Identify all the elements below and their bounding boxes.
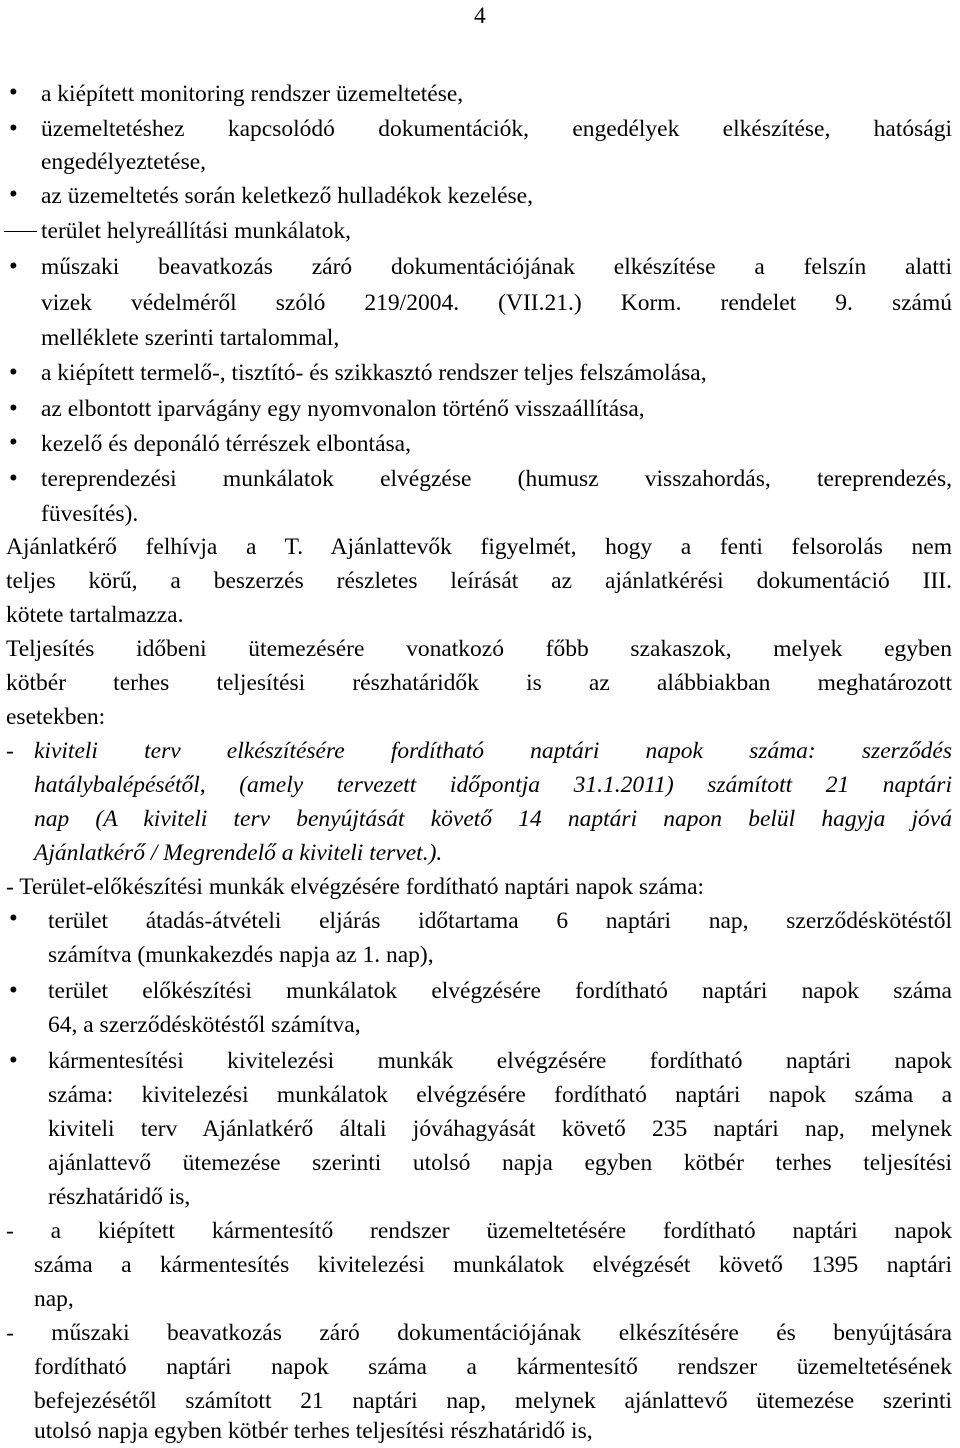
list-item-text: az üzemeltetés során keletkező hulladékok kezelése, bbox=[41, 183, 533, 209]
italic-line: kiviteli terv elkészítésére fordítható naptári napok száma: szerződés bbox=[34, 738, 952, 764]
paragraph-line: kötbér terhes teljesítési részhatáridők is az alábbiakban meghatározott bbox=[6, 670, 952, 696]
bullet-marker: • bbox=[9, 429, 18, 456]
italic-line: Ajánlatkérő / Megrendelő a kiviteli tervet.). bbox=[34, 840, 443, 866]
paragraph-line: befejezésétől számított 21 naptári nap, melynek ajánlattevő ütemezése szerinti bbox=[34, 1388, 952, 1414]
dash-marker bbox=[4, 231, 37, 232]
italic-line: nap (A kiviteli terv benyújtását követő 14 naptári napon belül hagyja jóvá bbox=[34, 806, 952, 832]
paragraph-line: Ajánlatkérő felhívja a T. Ajánlattevők figyelmét, hogy a fenti felsorolás nem bbox=[6, 534, 952, 560]
list-item-text: 64, a szerződéskötéstől számítva, bbox=[48, 1012, 361, 1038]
bullet-marker: • bbox=[9, 395, 18, 422]
bullet-marker: • bbox=[9, 465, 18, 492]
bullet-marker: • bbox=[9, 977, 18, 1004]
paragraph-line: - műszaki beavatkozás záró dokumentációjának elkészítésére és benyújtására bbox=[6, 1320, 952, 1346]
bullet-marker: • bbox=[9, 115, 18, 142]
list-item-text: üzemeltetéshez kapcsolódó dokumentációk, engedélyek elkészítése, hatósági bbox=[41, 116, 952, 142]
paragraph-line: fordítható naptári napok száma a kármentesítő rendszer üzemeltetésének bbox=[34, 1354, 952, 1380]
dash-marker-text: - bbox=[6, 738, 14, 764]
list-item-text: műszaki beavatkozás záró dokumentációjának elkészítése a felszín alatti bbox=[41, 254, 952, 280]
list-item-text: részhatáridő is, bbox=[48, 1184, 191, 1210]
paragraph-line: nap, bbox=[34, 1286, 74, 1312]
list-item-text: számítva (munkakezdés napja az 1. nap), bbox=[48, 942, 434, 968]
paragraph-line: esetekben: bbox=[6, 704, 106, 730]
list-item-text: vizek védelméről szóló 219/2004. (VII.21.) Korm. rendelet 9. számú bbox=[41, 290, 952, 316]
paragraph-line: utolsó napja egyben kötbér terhes teljesítési részhatáridő is, bbox=[34, 1418, 593, 1444]
list-item-text: kármentesítési kivitelezési munkák elvégzésére fordítható naptári napok bbox=[48, 1048, 952, 1074]
page-number: 4 bbox=[474, 3, 486, 29]
paragraph-line: teljes körű, a beszerzés részletes leírását az ajánlatkérési dokumentáció III. bbox=[6, 568, 952, 594]
bullet-marker: • bbox=[9, 1047, 18, 1074]
list-item-text: száma: kivitelezési munkálatok elvégzésére fordítható naptári napok száma a bbox=[48, 1082, 952, 1108]
paragraph-line: Teljesítés időbeni ütemezésére vonatkozó főbb szakaszok, melyek egyben bbox=[6, 636, 952, 662]
list-item-text: kiviteli terv Ajánlatkérő általi jóváhagyását követő 235 naptári nap, melynek bbox=[48, 1116, 952, 1142]
list-item-text: az elbontott iparvágány egy nyomvonalon történő visszaállítása, bbox=[41, 396, 645, 422]
list-item-text: ajánlattevő ütemezése szerinti utolsó napja egyben kötbér terhes teljesítési bbox=[48, 1150, 952, 1176]
list-item-text: a kiépített termelő-, tisztító- és szikkasztó rendszer teljes felszámolása, bbox=[41, 360, 707, 386]
list-item-text: engedélyeztetése, bbox=[41, 149, 207, 175]
list-item-text: terület átadás-átvételi eljárás időtartama 6 naptári nap, szerződéskötéstől bbox=[48, 908, 952, 934]
list-item-text: füvesítés). bbox=[41, 501, 139, 527]
list-item-text: melléklete szerinti tartalommal, bbox=[41, 325, 340, 351]
bullet-marker: • bbox=[9, 253, 18, 280]
paragraph-line: kötete tartalmazza. bbox=[6, 602, 184, 628]
bullet-marker: • bbox=[9, 79, 18, 106]
bullet-marker: • bbox=[9, 359, 18, 386]
list-item-text: terület előkészítési munkálatok elvégzésére fordítható naptári napok száma bbox=[48, 978, 952, 1004]
bullet-marker: • bbox=[9, 181, 18, 208]
list-item-text: a kiépített monitoring rendszer üzemeltetése, bbox=[41, 81, 464, 107]
list-item-text: terület helyreállítási munkálatok, bbox=[41, 218, 351, 244]
list-item-text: tereprendezési munkálatok elvégzése (humusz visszahordás, tereprendezés, bbox=[41, 466, 952, 492]
bullet-marker: • bbox=[9, 905, 18, 932]
paragraph-line: - Terület-előkészítési munkák elvégzésére fordítható naptári napok száma: bbox=[6, 874, 705, 900]
list-item-text: kezelő és deponáló térrészek elbontása, bbox=[41, 431, 411, 457]
paragraph-line: száma a kármentesítés kivitelezési munkálatok elvégzését követő 1395 naptári bbox=[34, 1252, 952, 1278]
paragraph-line: - a kiépített kármentesítő rendszer üzemeltetésére fordítható naptári napok bbox=[6, 1218, 952, 1244]
italic-line: hatálybalépésétől, (amely tervezett időpontja 31.1.2011) számított 21 naptári bbox=[34, 772, 952, 798]
